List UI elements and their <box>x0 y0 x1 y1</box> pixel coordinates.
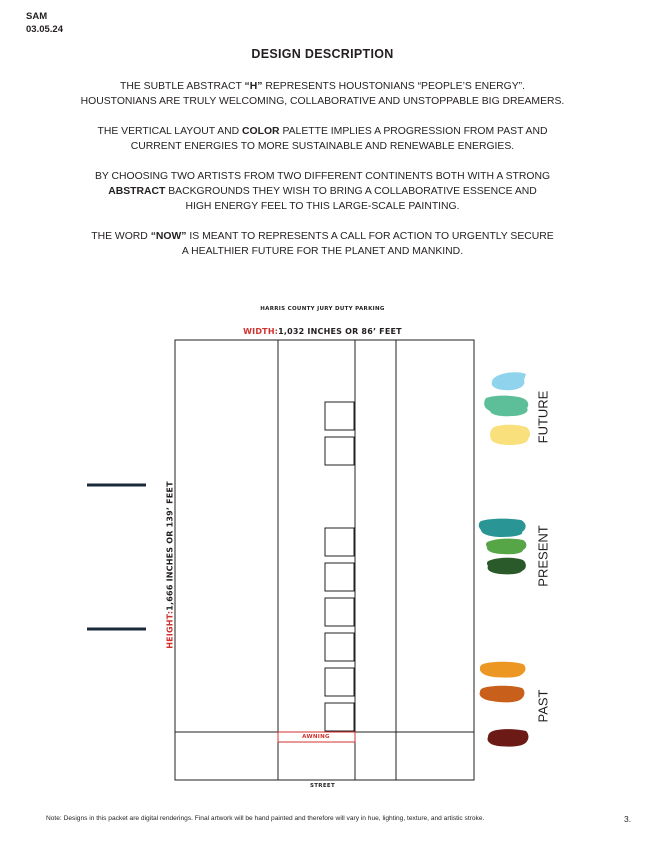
height-prefix: HEIGHT: <box>165 610 175 649</box>
text: HIGH ENERGY FEEL TO THIS LARGE-SCALE PAINTING. <box>185 201 460 212</box>
text: REPRESENTS HOUSTONIANS “PEOPLE’S ENERGY”. <box>262 81 525 92</box>
text: THE VERTICAL LAYOUT AND <box>97 126 243 137</box>
width-prefix: WIDTH: <box>243 327 279 336</box>
emphasis-text: “NOW” <box>150 231 187 242</box>
page-title: DESIGN DESCRIPTION <box>251 47 394 61</box>
swatch-past-3 <box>487 729 528 746</box>
text: HOUSTONIANS ARE TRULY WELCOMING, COLLABORATIVE AND UNSTOPPABLE BIG DREAMERS. <box>80 96 565 107</box>
emphasis-text: ABSTRACT <box>108 186 166 197</box>
text: A HEALTHIER FUTURE FOR THE PLANET AND MANKIND. <box>181 246 464 257</box>
label-future: FUTURE <box>535 390 551 444</box>
text: IS MEANT TO REPRESENTS A CALL FOR ACTION TO URGENTLY SECURE <box>186 231 554 242</box>
page-number: 3. <box>624 814 632 824</box>
swatch-past-2 <box>480 686 525 703</box>
swatch-future-1 <box>492 372 526 390</box>
awning-label: AWNING <box>302 734 330 740</box>
swatch-present-2 <box>486 539 526 555</box>
author-initials: SAM <box>26 11 48 22</box>
text: PALETTE IMPLIES A PROGRESSION FROM PAST AND <box>279 126 548 137</box>
text: CURRENT ENERGIES TO MORE SUSTAINABLE AND RENEWABLE ENERGIES. <box>130 141 515 152</box>
width-value: 1,032 INCHES OR 86’ FEET <box>278 327 402 336</box>
palette-present <box>479 519 527 575</box>
text: THE WORD <box>91 231 151 242</box>
swatch-future-2 <box>484 396 528 417</box>
height-value: 1,666 INCHES OR 139’ FEET <box>165 481 175 611</box>
header-date: 03.05.24 <box>26 24 63 35</box>
text: THE SUBTLE ABSTRACT <box>120 81 245 92</box>
swatch-past-1 <box>480 662 526 678</box>
emphasis-text: COLOR <box>242 126 280 137</box>
palette-past <box>480 662 529 747</box>
label-past: PAST <box>535 689 551 723</box>
label-present: PRESENT <box>535 525 551 587</box>
text: BY CHOOSING TWO ARTISTS FROM TWO DIFFERENT CONTINENTS BOTH WITH A STRONG <box>94 171 551 182</box>
building-label: HARRIS COUNTY JURY DUTY PARKING <box>260 306 385 312</box>
palette-future <box>484 372 530 445</box>
text: BACKGROUNDS THEY WISH TO BRING A COLLABORATIVE ESSENCE AND <box>165 186 537 197</box>
swatch-future-3 <box>490 425 530 445</box>
footer-note: Note: Designs in this packet are digital renderings. Final artwork will be hand painted and therefore will vary in hue, lighting, texture, and artistic stroke. <box>46 815 485 822</box>
emphasis-text: “H” <box>244 81 263 92</box>
swatch-present-1 <box>479 519 526 537</box>
street-label: STREET <box>309 783 335 789</box>
swatch-present-3 <box>487 558 526 575</box>
